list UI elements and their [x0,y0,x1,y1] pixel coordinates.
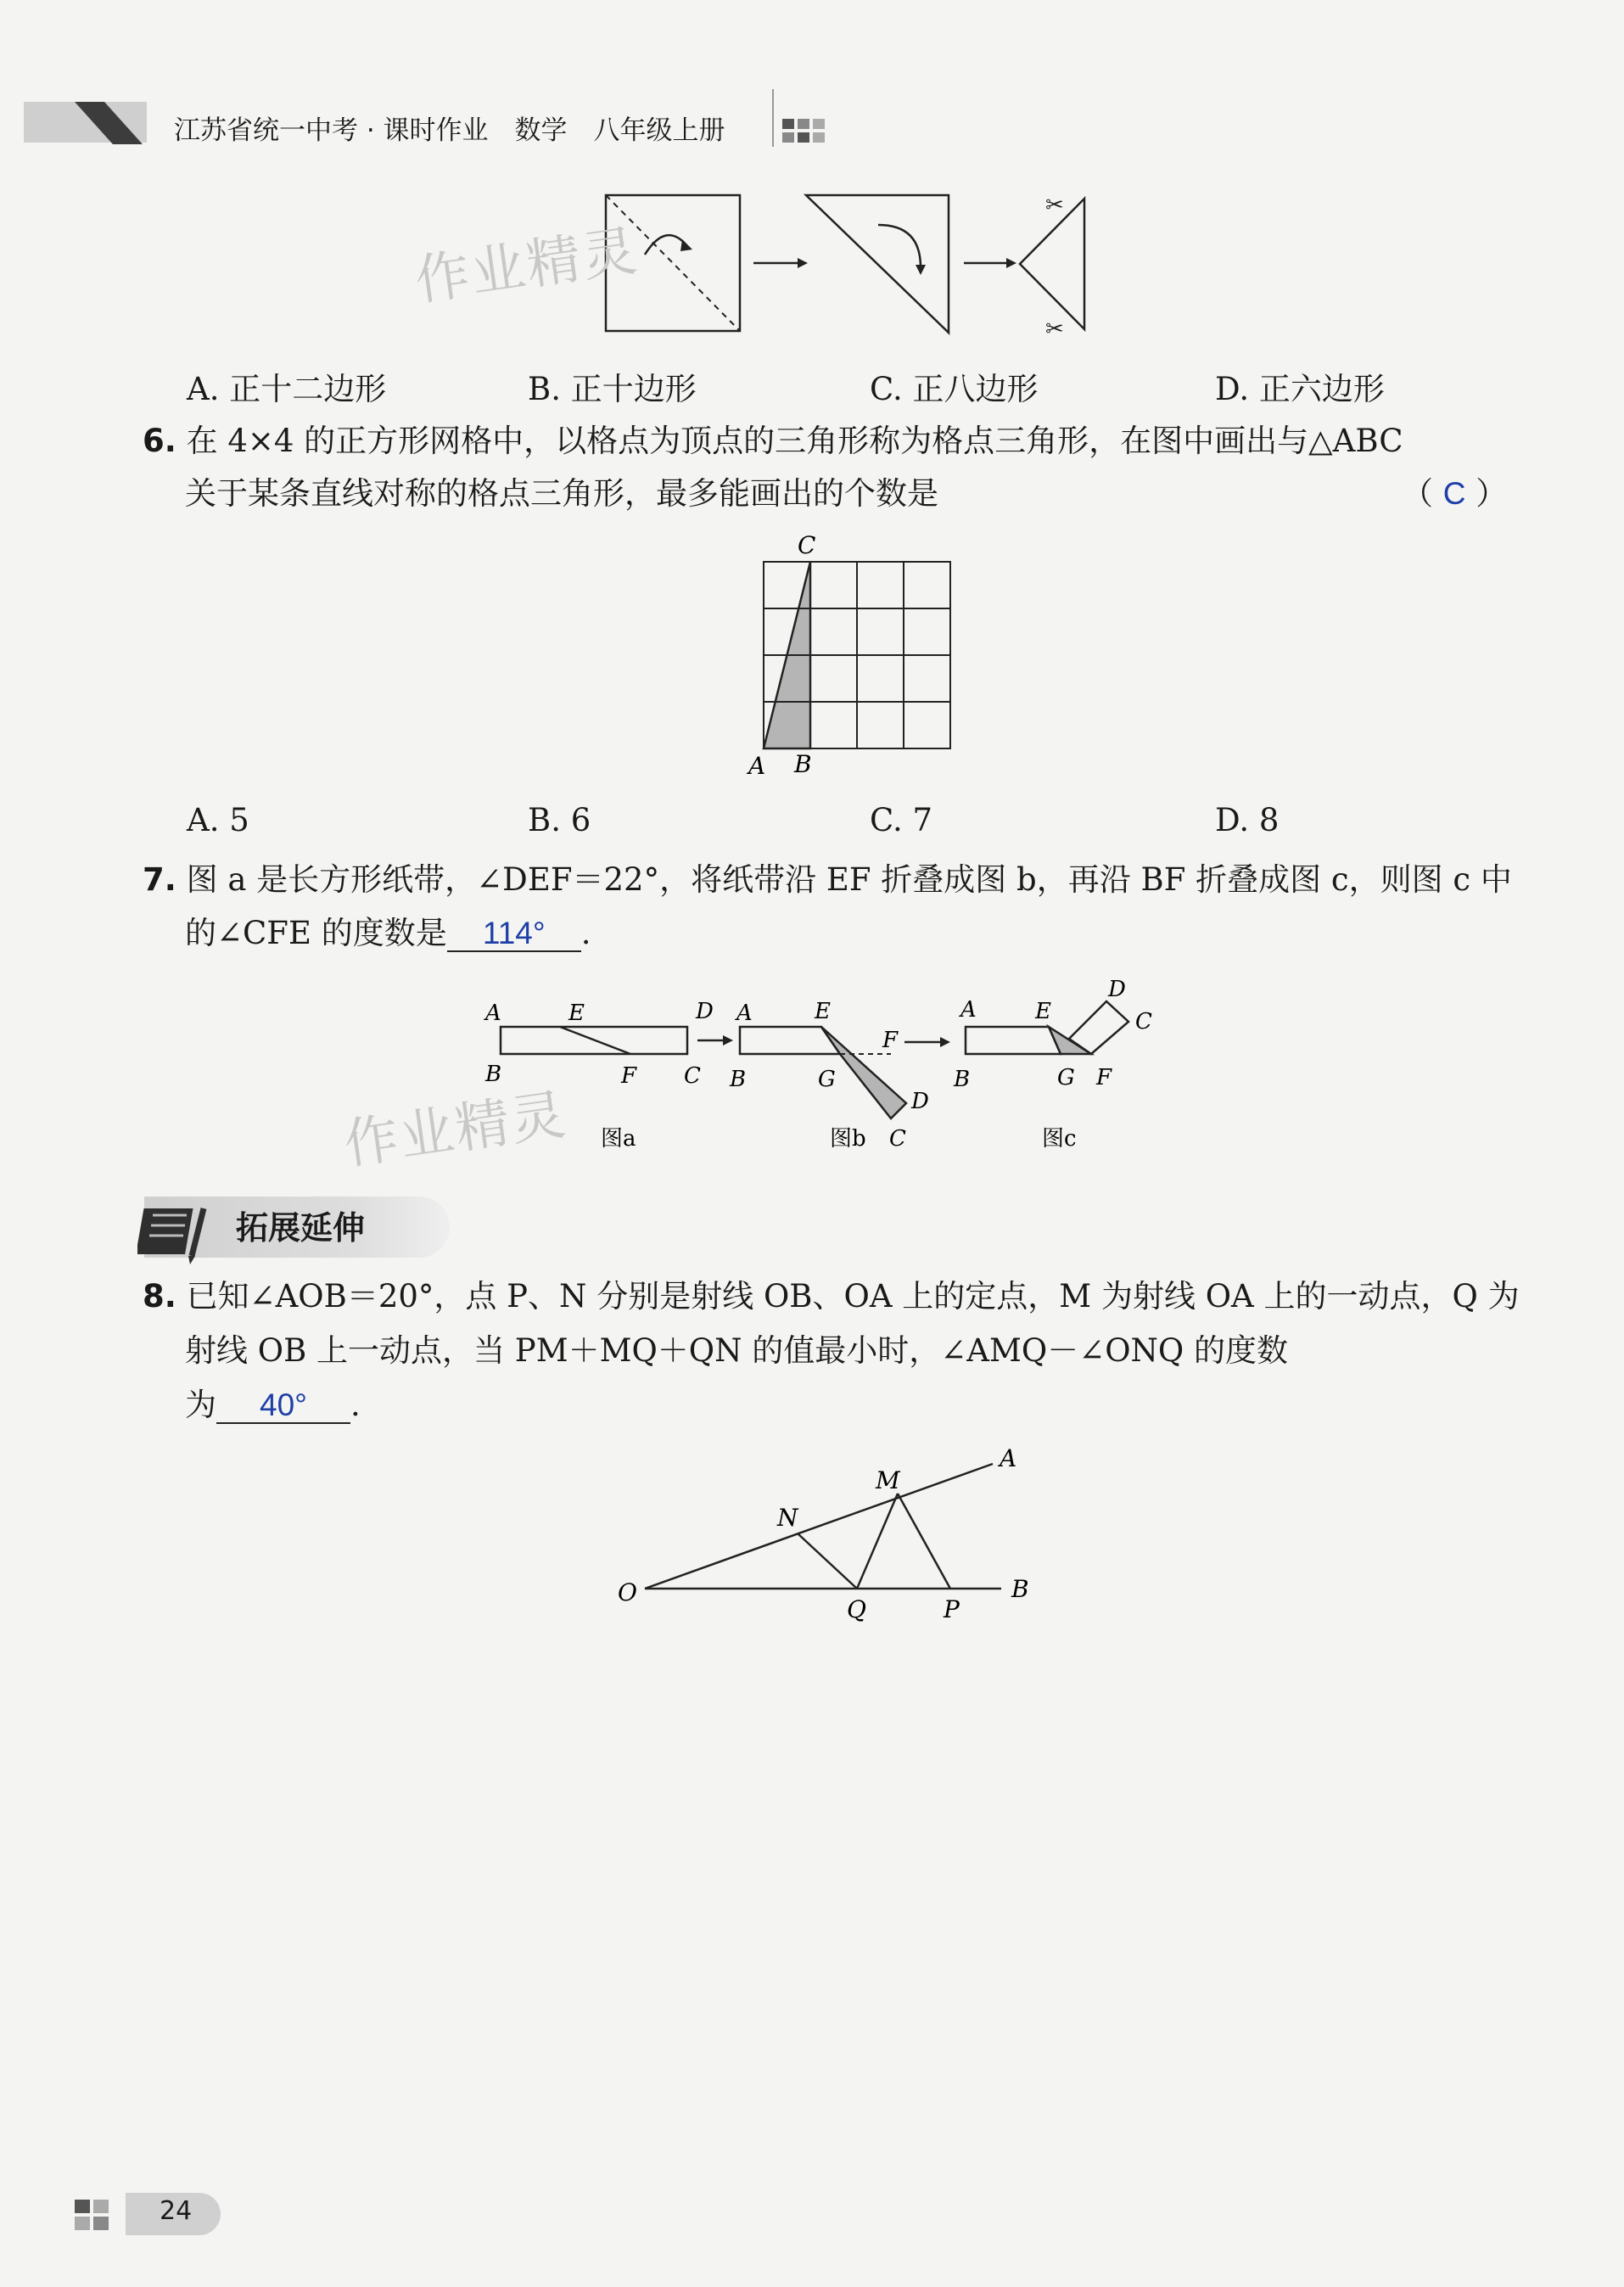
section-title: 拓展延伸 [236,1209,366,1247]
q8-text-prefix: 为 [185,1387,216,1423]
q7-number: 7. [143,861,176,898]
svg-text:✂: ✂ [1045,317,1064,342]
q7-line2 [185,906,591,961]
q8-label-q: Q [847,1595,866,1623]
q7-text-suffix: . [580,915,591,951]
q5-option-a: A. 正十二边形 [187,371,387,407]
q7b-label-a: A [736,1001,753,1026]
q6-paren-open: （ [1402,475,1433,512]
q7a-label-e: E [568,1001,585,1026]
q6-text-line2: 关于某条直线对称的格点三角形，最多能画出的个数是 [185,475,938,512]
q7b-label-e: E [815,999,831,1024]
notebook-pencil-icon [137,1197,231,1264]
q8-label-b: B [1011,1575,1029,1603]
q8-text-suffix: . [350,1387,361,1423]
q7c-label-e: E [1035,999,1051,1024]
q8-text-line2: 射线 OB 上一动点，当 PM＋MQ＋QN 的值最小时，∠AMQ－∠ONQ 的度数 [185,1332,1289,1369]
q7-figures [475,967,1188,1171]
q7b-label-c: C [889,1126,906,1152]
q7a-label-d: D [696,999,714,1024]
q7a-caption: 图a [601,1126,636,1152]
q7a-label-f: F [621,1063,637,1089]
q7b-label-b: B [730,1067,747,1092]
q6-line1 [143,414,1403,468]
q8-number: 8. [143,1278,176,1314]
q8-line1 [143,1270,1520,1324]
q7a-label-c: C [684,1063,701,1089]
watermark-top: 作业精灵 [411,219,642,313]
q8-label-a: A [1000,1444,1017,1472]
q6-option-a: A. 5 [187,802,249,838]
q8-label-p: P [944,1595,960,1623]
q7-text-prefix: 的∠CFE 的度数是 [185,915,447,951]
q8-angle-figure [602,1443,1061,1629]
q6-label-b: B [794,750,812,778]
q7c-caption: 图c [1042,1126,1077,1152]
q8-line3 [185,1378,361,1432]
q7c-label-d: D [1108,977,1126,1002]
q7b-label-f: F [882,1028,899,1053]
q6-option-b: B. 6 [528,802,591,838]
q7c-label-a: A [960,997,977,1023]
q6-number: 6. [143,423,176,459]
q5-option-c: C. 正八边形 [870,371,1039,407]
q5-option-d: D. 正六边形 [1215,371,1385,407]
q7a-label-a: A [485,1001,501,1026]
q8-text-line1: 已知∠AOB＝20°，点 P、N 分别是射线 OB、OA 上的定点，M 为射线 OA 上的一动点，Q 为 [186,1278,1520,1314]
q7c-label-c: C [1135,1009,1152,1034]
q6-answer: C [1442,476,1466,511]
page-number: 24 [160,2196,193,2226]
q7c-label-b: B [954,1067,971,1092]
header-title: 江苏省统一中考 · 课时作业 数学 八年级上册 [174,115,725,146]
svg-text:✂: ✂ [1045,193,1064,218]
q6-text-line1: 在 4×4 的正方形网格中，以格点为顶点的三角形称为格点三角形，在图中画出与△ABC [186,423,1403,459]
q7a-label-b: B [485,1062,502,1087]
q8-label-n: N [777,1504,798,1532]
q7b-caption: 图b [830,1126,866,1152]
q6-grid-figure [738,526,959,781]
q7b-label-g: G [818,1067,836,1092]
q6-label-c: C [798,531,816,559]
q8-answer: 40° [216,1388,350,1424]
q6-option-d: D. 8 [1215,802,1280,838]
q5-option-b: B. 正十边形 [528,371,697,407]
header-decoration [24,95,151,146]
q6-label-a: A [748,752,766,780]
q8-label-o: O [618,1578,637,1606]
q6-paren-close: ） [1476,475,1508,512]
q6-answer-bracket [1402,467,1507,521]
watermark-middle: 作业精灵 [339,1083,571,1177]
q7-line1 [143,853,1512,907]
q8-label-m: M [876,1466,900,1494]
header-separator [772,89,774,147]
q7-answer: 114° [447,916,581,952]
q7c-label-f: F [1096,1065,1112,1090]
q6-option-c: C. 7 [870,802,933,838]
q7-text-line1: 图 a 是长方形纸带，∠DEF＝22°，将纸带沿 EF 折叠成图 b，再沿 BF 折叠成图 c，则图 c 中 [186,861,1512,898]
q7c-label-g: G [1057,1065,1075,1090]
q5-folding-figure [594,187,1120,348]
q7b-label-d: D [911,1089,929,1114]
